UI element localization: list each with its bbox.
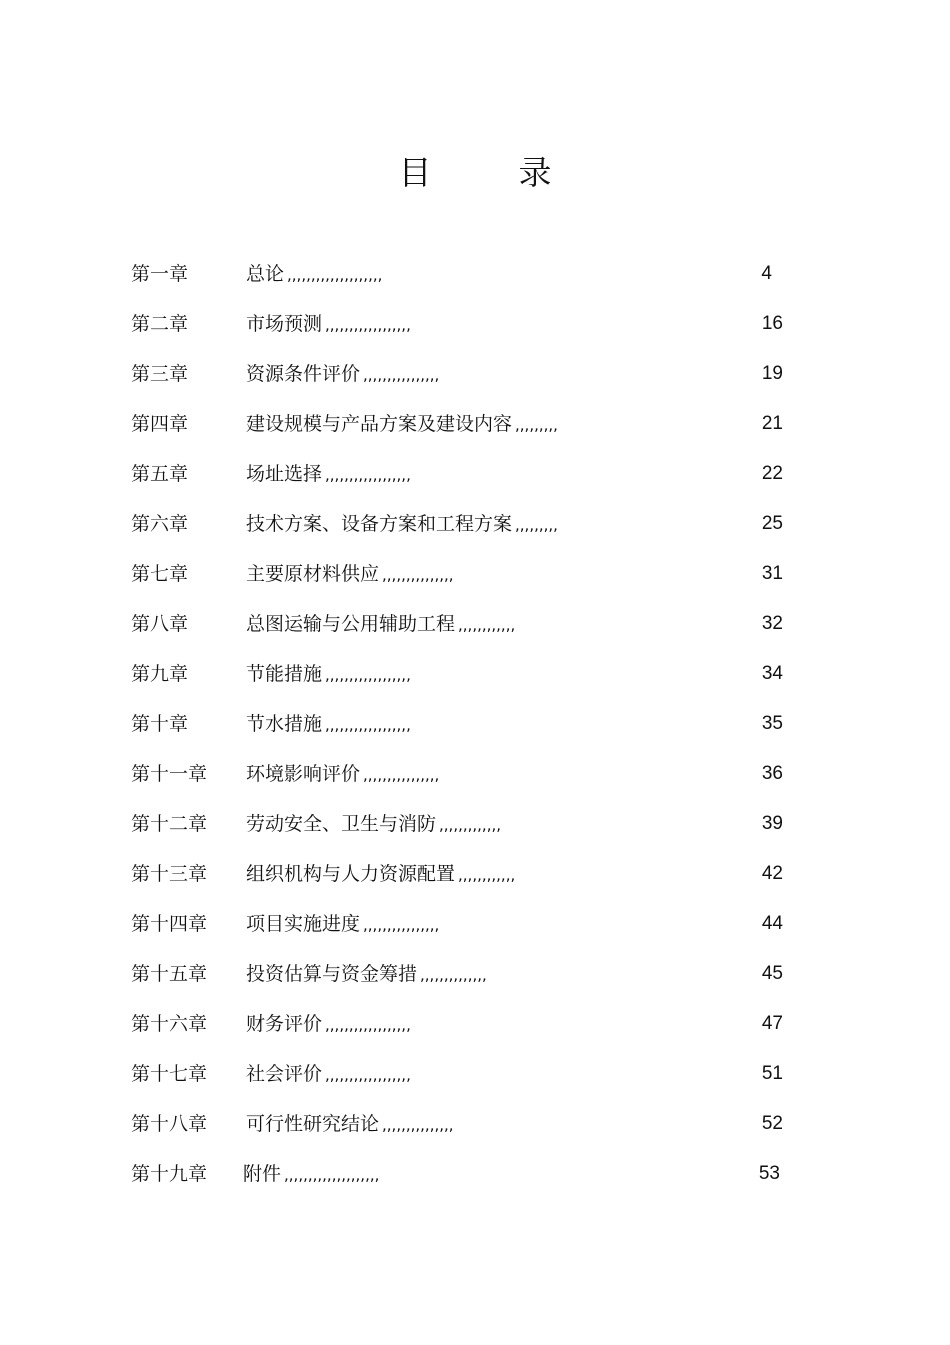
toc-chapter-label: 第十三章 — [131, 863, 208, 885]
toc-page-number: 44 — [761, 913, 783, 934]
toc-page-number: 16 — [761, 313, 783, 334]
toc-page-number: 34 — [761, 663, 783, 684]
toc-row-13[interactable] — [0, 850, 950, 900]
toc-page-number: 32 — [761, 613, 783, 634]
toc-entry — [246, 510, 558, 539]
toc-entry — [246, 410, 558, 439]
toc-page-number: 36 — [761, 763, 783, 784]
toc-chapter-label: 第九章 — [131, 663, 189, 685]
toc-page-number: 21 — [761, 413, 783, 434]
toc-page-number: 22 — [761, 463, 783, 484]
toc-title: 资源条件评价 — [246, 363, 361, 385]
toc-chapter-label: 第十二章 — [131, 813, 208, 835]
title-char-1: 目 — [398, 153, 432, 192]
toc-leader-dots: ,,,,,,,,,,,,,,,,,, — [325, 316, 411, 334]
toc-title: 主要原材料供应 — [246, 563, 380, 585]
toc-chapter-label: 第十六章 — [131, 1013, 208, 1035]
toc-row-10[interactable] — [0, 700, 950, 750]
toc-leader-dots: ,,,,,,,,,,,,,,,, — [363, 366, 440, 384]
toc-title: 可行性研究结论 — [246, 1113, 380, 1135]
toc-page-number: 42 — [761, 863, 783, 884]
toc-title: 总图运输与公用辅助工程 — [246, 613, 456, 635]
toc-page-number: 51 — [761, 1063, 783, 1084]
toc-leader-dots: ,,,,,,,,,,,,,,, — [382, 1116, 454, 1134]
toc-chapter-label: 第十八章 — [131, 1113, 208, 1135]
toc-chapter-label: 第七章 — [131, 563, 189, 585]
toc-title: 社会评价 — [246, 1063, 323, 1085]
toc-entry — [246, 1110, 454, 1139]
toc-page-number: 31 — [761, 563, 783, 584]
toc-chapter-label: 第八章 — [131, 613, 189, 635]
toc-chapter-label: 第十七章 — [131, 1063, 208, 1085]
table-of-contents — [0, 250, 950, 1200]
toc-title: 项目实施进度 — [246, 913, 361, 935]
toc-title: 总论 — [246, 263, 285, 285]
title-gap — [432, 148, 518, 198]
toc-title: 环境影响评价 — [246, 763, 361, 785]
toc-chapter-label: 第五章 — [131, 463, 189, 485]
toc-row-15[interactable] — [0, 950, 950, 1000]
toc-title: 建设规模与产品方案及建设内容 — [246, 413, 513, 435]
toc-chapter-label: 第二章 — [131, 313, 189, 335]
toc-row-11[interactable] — [0, 750, 950, 800]
toc-chapter-label: 第十一章 — [131, 763, 208, 785]
toc-page-number: 45 — [761, 963, 783, 984]
toc-row-8[interactable] — [0, 600, 950, 650]
toc-title: 劳动安全、卫生与消防 — [246, 813, 437, 835]
toc-entry — [246, 460, 411, 489]
toc-row-17[interactable] — [0, 1050, 950, 1100]
toc-page-number: 53 — [758, 1163, 780, 1184]
toc-chapter-label: 第一章 — [131, 263, 189, 285]
toc-leader-dots: ,,,,,,,,,,,,,, — [420, 966, 487, 984]
toc-page-number: 52 — [761, 1113, 783, 1134]
toc-title: 组织机构与人力资源配置 — [246, 863, 456, 885]
toc-entry — [246, 960, 487, 989]
toc-chapter-label: 第四章 — [131, 413, 189, 435]
toc-leader-dots: ,,,,,,,,,,,,,,, — [382, 566, 454, 584]
toc-row-16[interactable] — [0, 1000, 950, 1050]
toc-title: 节水措施 — [246, 713, 323, 735]
toc-chapter-label: 第十章 — [131, 713, 189, 735]
toc-leader-dots: ,,,,,,,,,,,,,,,,,, — [325, 1066, 411, 1084]
toc-leader-dots: ,,,,,,,,,,,,,,,,,, — [325, 466, 411, 484]
page-title — [0, 148, 950, 198]
toc-row-5[interactable] — [0, 450, 950, 500]
toc-leader-dots: ,,,,,,,,,,,,, — [439, 816, 502, 834]
toc-entry — [246, 610, 515, 639]
toc-entry — [246, 1010, 411, 1039]
toc-row-9[interactable] — [0, 650, 950, 700]
toc-row-12[interactable] — [0, 800, 950, 850]
toc-row-7[interactable] — [0, 550, 950, 600]
toc-entry — [246, 810, 501, 839]
toc-leader-dots: ,,,,,,,,,,,,,,,, — [363, 916, 440, 934]
toc-title: 附件 — [243, 1163, 282, 1185]
toc-entry — [246, 1060, 411, 1089]
toc-entry — [246, 760, 439, 789]
toc-leader-dots: ,,,,,,,,,,,,,,,,,,,, — [287, 266, 383, 284]
toc-title: 场址选择 — [246, 463, 323, 485]
toc-page-number: 35 — [761, 713, 783, 734]
toc-page-number: 39 — [761, 813, 783, 834]
toc-chapter-label: 第十五章 — [131, 963, 208, 985]
toc-page-number: 47 — [761, 1013, 783, 1034]
toc-leader-dots: ,,,,,,,,,,,, — [458, 866, 516, 884]
toc-chapter-label: 第十四章 — [131, 913, 208, 935]
toc-title: 节能措施 — [246, 663, 323, 685]
toc-row-19[interactable] — [0, 1150, 950, 1200]
toc-entry — [246, 660, 411, 689]
toc-entry — [246, 910, 439, 939]
toc-page-number: 4 — [761, 263, 772, 284]
toc-chapter-label: 第六章 — [131, 513, 189, 535]
toc-leader-dots: ,,,,,,,,,,,,,,,,,,,, — [284, 1166, 380, 1184]
toc-row-14[interactable] — [0, 900, 950, 950]
toc-entry — [246, 710, 411, 739]
toc-row-6[interactable] — [0, 500, 950, 550]
toc-row-2[interactable] — [0, 300, 950, 350]
toc-row-3[interactable] — [0, 350, 950, 400]
toc-entry — [246, 560, 454, 589]
toc-title: 投资估算与资金筹措 — [246, 963, 418, 985]
title-char-2: 录 — [518, 153, 552, 192]
toc-entry — [246, 260, 382, 289]
toc-leader-dots: ,,,,,,,,,,,,,,,,,, — [325, 716, 411, 734]
toc-chapter-label: 第三章 — [131, 363, 189, 385]
toc-entry — [246, 360, 439, 389]
toc-page-number: 19 — [761, 363, 783, 384]
toc-entry — [246, 310, 411, 339]
toc-leader-dots: ,,,,,,,,,,,, — [458, 616, 516, 634]
toc-row-18[interactable] — [0, 1100, 950, 1150]
toc-row-1[interactable] — [0, 250, 950, 300]
toc-leader-dots: ,,,,,,,,,,,,,,,, — [363, 766, 440, 784]
toc-leader-dots: ,,,,,,,,, — [515, 416, 558, 434]
toc-row-4[interactable] — [0, 400, 950, 450]
toc-entry — [243, 1160, 379, 1189]
toc-entry — [246, 860, 515, 889]
toc-leader-dots: ,,,,,,,,,,,,,,,,,, — [325, 1016, 411, 1034]
toc-leader-dots: ,,,,,,,,,,,,,,,,,, — [325, 666, 411, 684]
toc-title: 市场预测 — [246, 313, 323, 335]
toc-page-number: 25 — [761, 513, 783, 534]
toc-leader-dots: ,,,,,,,,, — [515, 516, 558, 534]
toc-title: 财务评价 — [246, 1013, 323, 1035]
toc-chapter-label: 第十九章 — [131, 1163, 208, 1185]
toc-title: 技术方案、设备方案和工程方案 — [246, 513, 513, 535]
